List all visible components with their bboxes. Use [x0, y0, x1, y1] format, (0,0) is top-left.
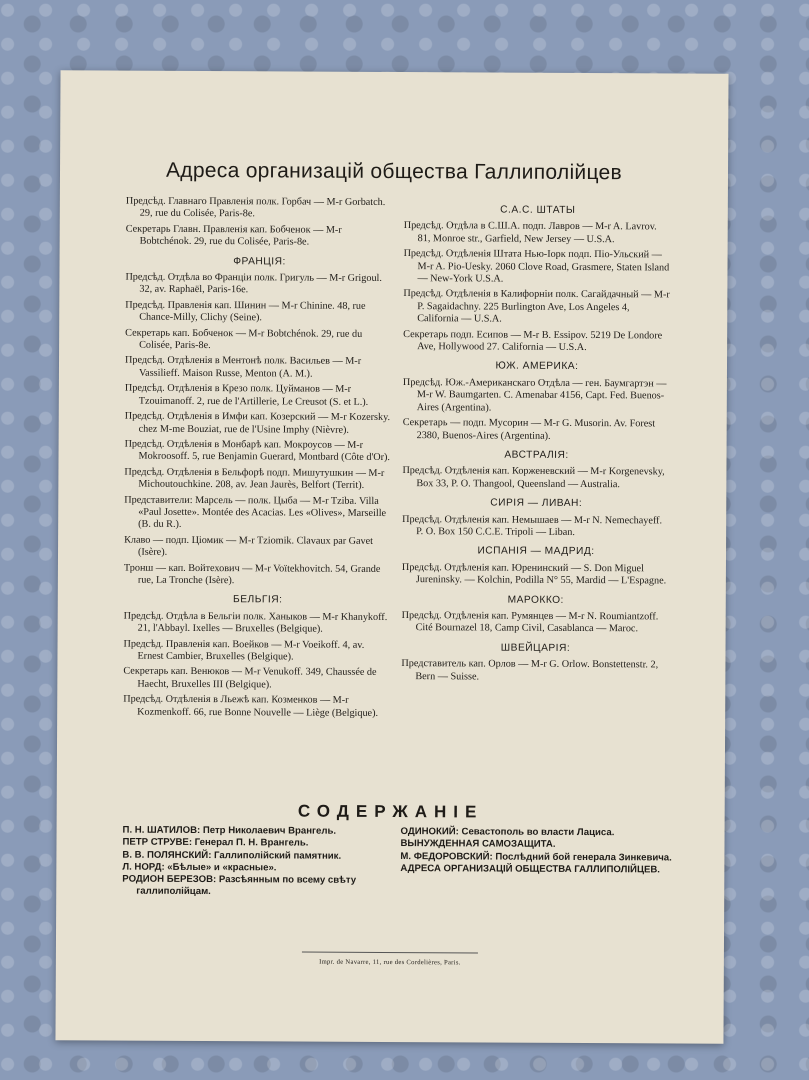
contents-item: АДРЕСА ОРГАНИЗАЦІЙ ОБЩЕСТВА ГАЛЛИПОЛІЙЦЕВ.: [400, 862, 661, 876]
imprint-divider: [302, 952, 478, 954]
country-heading: ЮЖ. АМЕРИКА:: [495, 361, 579, 373]
contents-item: Л. НОРД: «Бѣлые» и «красные».: [122, 861, 277, 874]
address-entry: Секретарь кап. Бобченок — M-r Bobtchénok. 29, rue du Colisée, Paris-8e.: [125, 327, 363, 352]
address-entry: Тронш — кап. Войтехович — M-r Voïtekhovitch. 54, Grande rue, La Tronche (Isère).: [123, 562, 381, 587]
address-entry: Предсѣд. Отдѣленія кап. Румянцев — M-r N. Roumiantzoff. Cité Bournazel 18, Camp Civil, Casablanca — Maroc.: [401, 610, 659, 635]
address-entry: Секретарь подп. Есипов — M-r B. Essipov. 5219 De Londore Ave, Hollywood 27. California — U.S.A.: [403, 328, 663, 354]
address-entry: Секретарь Главн. Правленія кап. Бобченок — M-r Bobtchénok. 29, rue du Colisée, Paris-8e.: [125, 223, 342, 248]
address-entry: Предсѣд. Правленія кап. Шинин — M-r Chinine. 48, rue Chance-Milly, Clichy (Seine).: [125, 299, 366, 324]
address-entry: Предсѣд. Юж.-Американскаго Отдѣла — ген. Баумгартэн — M-r W. Baumgarten. C. Amenabar 4156, Capt. Fed. Buenos-Aires (Argentina).: [402, 376, 667, 414]
left-address-column: [123, 196, 394, 723]
address-entry: Представители: Марсель — полк. Цыба — M-r Tziba. Villa «Paul Josette». Montée des Acacias. Les «Olives», Marseille (B. du R.).: [124, 494, 387, 531]
page-title: Адреса организацій общества Галлиполійцев: [165, 158, 623, 185]
contents-item: РОДИОН БЕРЕЗОВ: Разсѣянным по всему свѣту галлиполійцам.: [122, 873, 357, 898]
address-entry: Предсѣд. Отдѣленія в Льежѣ кап. Козменков — M-r Kozmenkoff. 66, rue Bonne Nouvelle — Liège (Belgique).: [123, 693, 379, 719]
address-entry: Предсѣд. Отдѣленія кап. Корженевский — M-r Korgenevsky, Box 33, P. O. Thangool, Queensland — Australia.: [402, 465, 665, 490]
address-entry: Предсѣд. Отдѣла в С.Ш.А. подп. Лавров — M-r A. Lavrov. 81, Monroe str., Garfield, New Jersey — U.S.A.: [403, 220, 657, 245]
country-heading: ШВЕЙЦАРІЯ:: [500, 642, 571, 654]
address-entry: Предсѣд. Отдѣленія в Ментонѣ полк. Васильев — M-r Vassilieff. Maison Russe, Menton (A. M.).: [124, 355, 362, 380]
address-entry: Предсѣд. Отдѣленія в Крезо полк. Цуйманов — M-r Tzouimanoff. 2, rue de l'Artillerie, Le Creusot (S. et L.).: [124, 382, 369, 408]
printer-imprint: Impr. de Navarre, 11, rue des Cordelières, Paris.: [319, 958, 461, 967]
country-heading: С.А.С. ШТАТЫ: [500, 204, 576, 216]
contents-item: ПЕТР СТРУВЕ: Генерал П. Н. Врангель.: [122, 836, 309, 849]
address-entry: Предсѣд. Отдѣленія в Бельфорѣ подп. Мишутушкин — M-r Michoutouchkine. 208, av. Jean Jaurès, Belfort (Territ).: [124, 466, 385, 491]
contents-left-column: [122, 825, 402, 900]
country-heading: АВСТРАЛІЯ:: [504, 449, 569, 461]
country-heading: ИСПАНІЯ — МАДРИД:: [477, 545, 595, 558]
address-entry: Предсѣд. Отдѣла во Франціи полк. Григуль — M-r Grigoul. 32, av. Raphaël, Paris-16e.: [125, 271, 382, 296]
address-entry: Предсѣд. Главнаго Правленія полк. Горбач — M-r Gorbatch. 29, rue du Colisée, Paris-8e.: [125, 195, 386, 220]
document-page: [55, 70, 728, 1043]
contents-item: ОДИНОКИЙ: Севастополь во власти Лациса.: [400, 826, 615, 839]
contents-heading: СОДЕРЖАНІЕ: [297, 801, 484, 822]
right-address-column: [401, 197, 672, 687]
country-heading: ФРАНЦІЯ:: [233, 255, 286, 268]
address-entry: Секретарь кап. Венюков — M-r Venukoff. 349, Chaussée de Haecht, Bruxelles III (Belgique).: [123, 666, 377, 691]
address-entry: Предсѣд. Отдѣленія в Монбарѣ кап. Мокроусов — M-r Mokroosoff. 5, rue Benjamin Guerard, Montbard (Côte d'Or).: [124, 438, 391, 464]
contents-item: ВЫНУЖДЕННАЯ САМОЗАЩИТА.: [400, 838, 556, 851]
address-entry: Предсѣд. Отдѣленія кап. Немышаев — M-r N. Nemechayeff. P. O. Box 150 C.C.E. Tripoli — Liban.: [402, 513, 663, 538]
address-entry: Предсѣд. Правленія кап. Воейков — M-r Voeikoff. 4, av. Ernest Cambier, Bruxelles (Belgique).: [123, 638, 365, 663]
address-entry: Предсѣд. Отдѣленія Штата Нью-Іорк подп. Піо-Ульский — M-r A. Pio-Uesky. 2060 Clove Road, Grasmere, Staten Island — New-York U.S.A.: [403, 248, 670, 285]
address-entry: Предсѣд. Отдѣленія кап. Юренинский — S. Don Miguel Jureninsky. — Kolchin, Podilla N° 55, Mardid — L'Espagne.: [401, 561, 667, 587]
contents-right-column: [400, 826, 680, 877]
address-entry: Предсѣд. Отдѣла в Бельгіи полк. Ханыков — M-r Khanykoff. 21, l'Abbayl. Ixelles — Bruxelles (Belgique).: [123, 610, 388, 635]
address-entry: Предсѣд. Отдѣленія в Имфи кап. Козерский — M-r Kozersky. chez M-me Bouziat, rue de l'Usine Imphy (Nièvre).: [124, 410, 391, 436]
country-heading: СИРІЯ — ЛИВАН:: [490, 497, 583, 510]
country-heading: БЕЛЬГІЯ:: [233, 594, 283, 606]
address-entry: Представитель кап. Орлов — M-r G. Orlow. Bonstettenstr. 2, Bern — Suisse.: [401, 658, 659, 683]
contents-item: В. В. ПОЛЯНСКИЙ: Галлиполійский памятник.: [122, 849, 342, 862]
country-heading: МАРОККО:: [507, 594, 564, 606]
address-entry: Предсѣд. Отдѣленія в Калифорніи полк. Сагайдачный — M-r P. Sagaidachny. 225 Burlington Ave, Los Angeles 4, California — U.S.A.: [403, 288, 670, 325]
contents-item: М. ФЕДОРОВСКИЙ: Послѣдний бой генерала Зинкевича.: [400, 850, 672, 864]
address-entry: Секретарь — подп. Мусорин — M-r G. Musorin. Av. Forest 2380, Buenos-Aires (Argentina).: [402, 417, 656, 442]
address-entry: Клаво — подп. Ціомик — M-r Tziomik. Clavaux par Gavet (Isère).: [124, 534, 374, 558]
contents-item: П. Н. ШАТИЛОВ: Петр Николаевич Врангель.: [122, 824, 337, 837]
